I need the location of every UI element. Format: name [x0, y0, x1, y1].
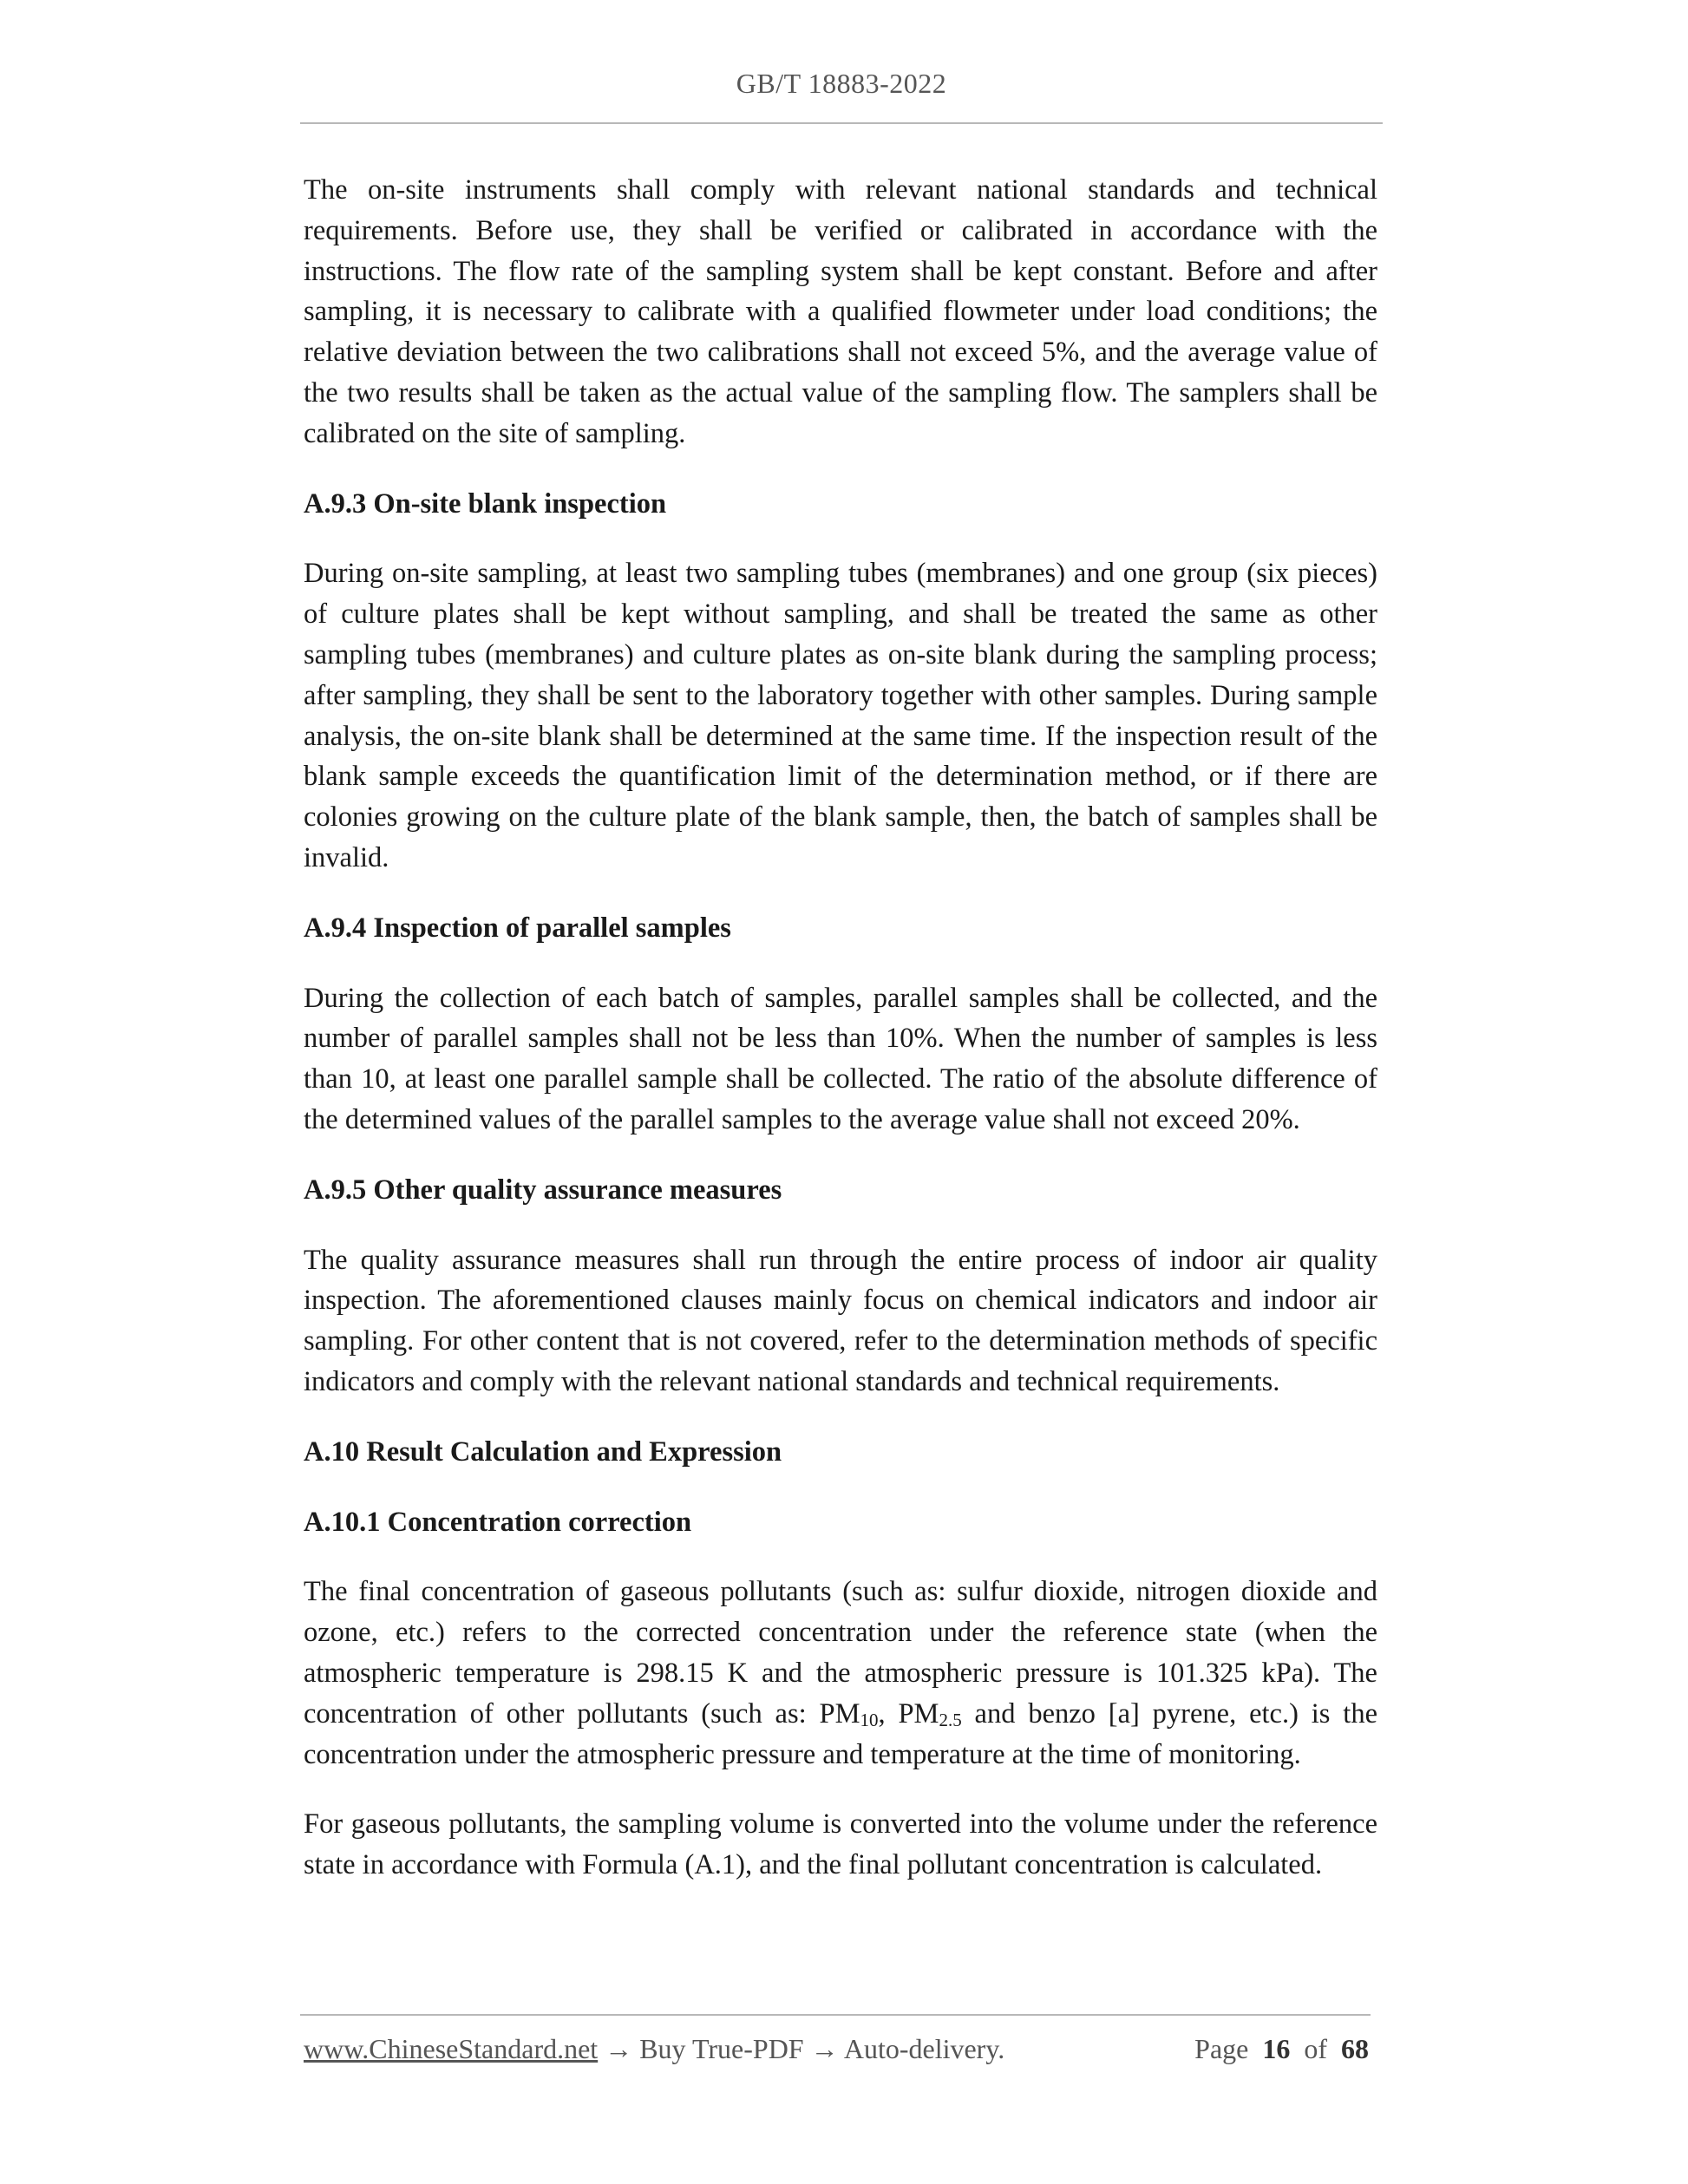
subscript-pm10: 10 [860, 1709, 879, 1730]
page-current: 16 [1262, 2033, 1291, 2064]
paragraph-onsite-blank: During on-site sampling, at least two sampling tubes (membranes) and one group (six pieces) of culture plates shall be kept without sampling, and shall be treated the same as other sampling tubes (membranes) and culture plates as on-site blank during the sampling process; after sampling, they shall be sent to the laboratory together with other samples. During sample analysis, the on-site blank shall be determined at the same time. If the inspection result of the blank sample exceeds the quantification limit of the determination method, or if there are colonies growing on the culture plate of the blank sample, then, the batch of samples shall be invalid. [304, 558, 1377, 873]
subscript-pm25: 2.5 [939, 1709, 962, 1730]
page-of-label: of [1304, 2033, 1327, 2064]
heading-a-9-3: A.9.3 On-site blank inspection [304, 487, 667, 520]
heading-a-9-4: A.9.4 Inspection of parallel samples [304, 912, 731, 944]
paragraph-gaseous-pollutants: For gaseous pollutants, the sampling volume is converted into the volume under the reference state in accordance with Formula (A.1), and the final pollutant concentration is calculated. [304, 1808, 1377, 1881]
heading-a-10-1: A.10.1 Concentration correction [304, 1506, 692, 1538]
footer-promo-text: → Buy True-PDF → Auto-delivery. [598, 2033, 1005, 2064]
text-segment: , PM [878, 1697, 939, 1730]
heading-a-10: A.10 Result Calculation and Expression [304, 1435, 782, 1468]
text-segment: and benzo [a] pyrene, etc.) is the concentration under the atmospheric pressure and temperature at the time of monitoring. [304, 1697, 1377, 1770]
text-segment: The final concentration of gaseous pollutants (such as: sulfur dioxide, nitrogen dioxide and ozone, etc.) refers to the corrected concentration under the reference state (when the atmospheric temperature is 298.15 K and the atmospheric pressure is 101.325 kPa). The concentration of other pollutants (such as: PM [304, 1576, 1377, 1730]
page-label: Page [1194, 2033, 1249, 2064]
paragraph-instrument-calibration: The on-site instruments shall comply with relevant national standards and technical requirements. Before use, they shall be verified or calibrated in accordance with the instructions. The flow rate of the sampling system shall be kept constant. Before and after sampling, it is necessary to calibrate with a qualified flowmeter under load conditions; the relative deviation between the two calibrations shall not exceed 5%, and the average value of the two results shall be taken as the actual value of the sampling flow. The samplers shall be calibrated on the site of sampling. [304, 174, 1377, 449]
page-content [304, 170, 1377, 1915]
footer-promo [304, 2033, 1004, 2065]
document-header-title: GB/T 18883-2022 [736, 68, 947, 99]
header-divider [300, 122, 1383, 124]
paragraph-quality-assurance: The quality assurance measures shall run through the entire process of indoor air quality inspection. The aforementioned clauses mainly focus on chemical indicators and indoor air sampling. For other content that is not covered, refer to the determination methods of specific indicators and comply with the relevant national standards and technical requirements. [304, 1244, 1377, 1397]
page-number [1194, 2033, 1369, 2065]
paragraph-parallel-samples: During the collection of each batch of samples, parallel samples shall be collected, and the number of parallel samples shall not be less than 10%. When the number of samples is less than 10, at least one parallel sample shall be collected. The ratio of the absolute difference of the determined values of the parallel samples to the average value shall not exceed 20%. [304, 982, 1377, 1135]
footer-divider [300, 2014, 1371, 2016]
chinesestandard-link[interactable]: www.ChineseStandard.net [304, 2033, 599, 2064]
heading-a-9-5: A.9.5 Other quality assurance measures [304, 1174, 782, 1206]
paragraph-concentration-correction [304, 1572, 1377, 1775]
page-total: 68 [1341, 2033, 1369, 2064]
